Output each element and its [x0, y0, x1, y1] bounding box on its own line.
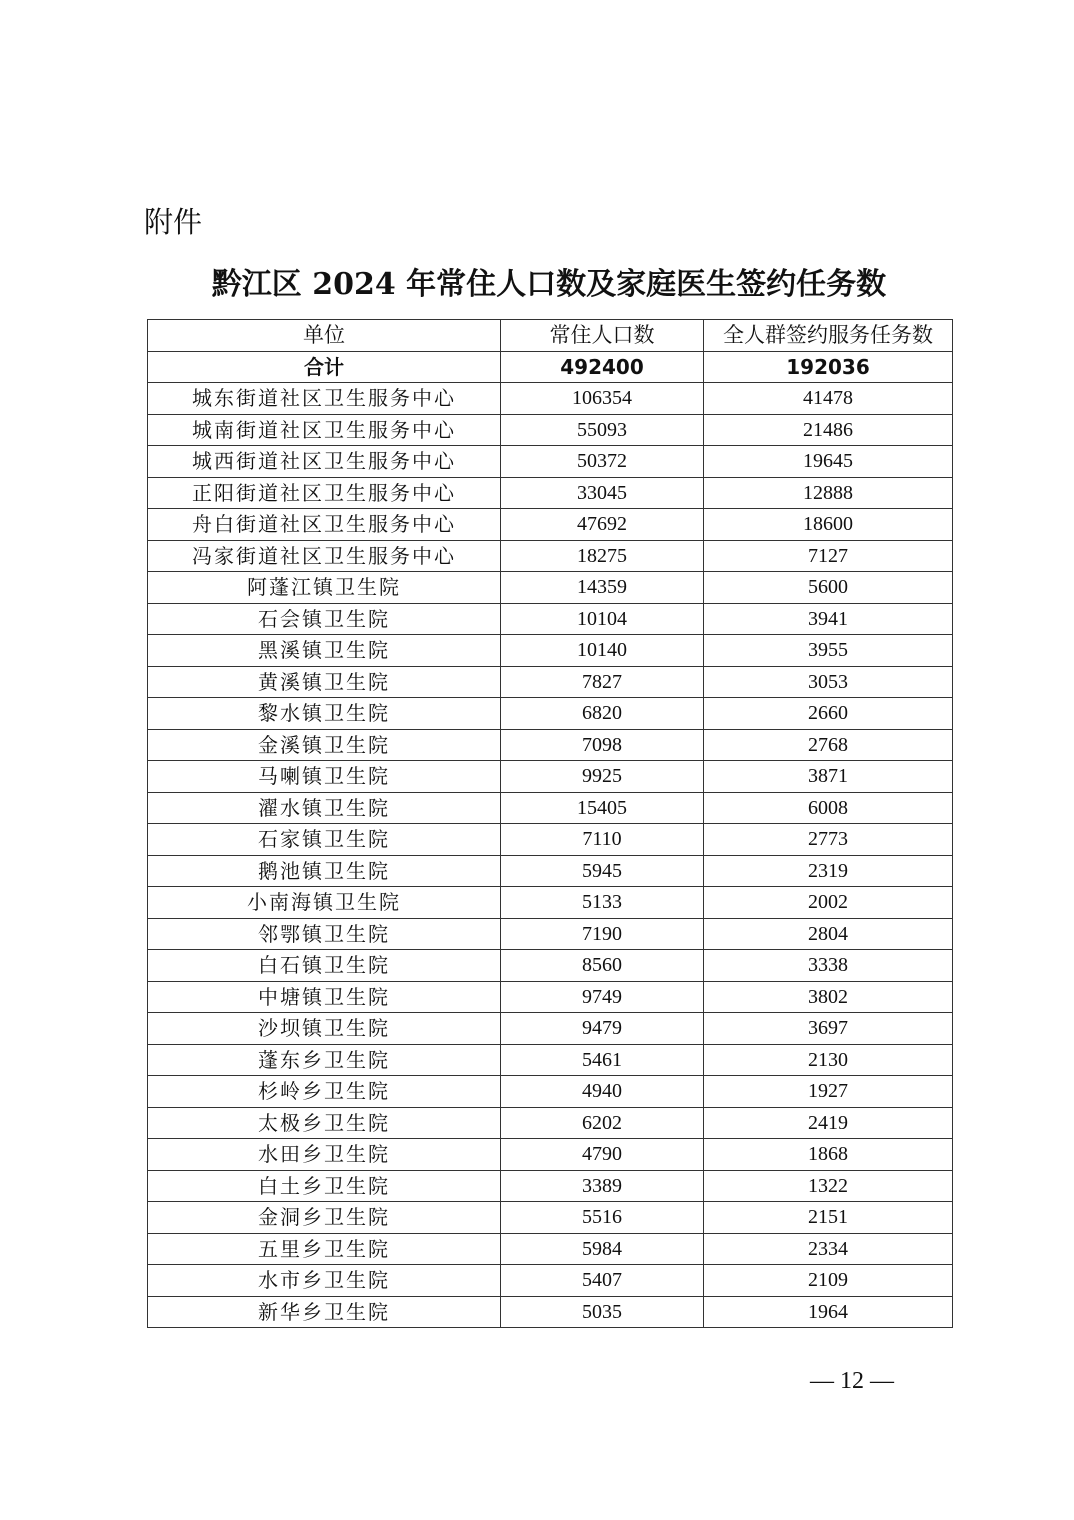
table-row: [148, 918, 953, 950]
tasks-cell: 2804: [704, 918, 953, 950]
table-row: [148, 792, 953, 824]
total-unit-cell: 合计: [148, 351, 501, 383]
table-row: [148, 1170, 953, 1202]
tasks-cell: 2109: [704, 1265, 953, 1297]
unit-cell: 邻鄂镇卫生院: [148, 918, 501, 950]
table-row: [148, 1013, 953, 1045]
unit-cell: 鹅池镇卫生院: [148, 855, 501, 887]
tasks-cell: 1927: [704, 1076, 953, 1108]
population-cell: 33045: [501, 477, 704, 509]
tasks-cell: 12888: [704, 477, 953, 509]
tasks-cell: 2419: [704, 1107, 953, 1139]
table-row: [148, 540, 953, 572]
unit-cell: 水市乡卫生院: [148, 1265, 501, 1297]
table-row: [148, 477, 953, 509]
population-cell: 10140: [501, 635, 704, 667]
tasks-cell: 3053: [704, 666, 953, 698]
population-cell: 7827: [501, 666, 704, 698]
tasks-cell: 2773: [704, 824, 953, 856]
total-tasks-cell: 192036: [704, 351, 953, 383]
unit-cell: 石会镇卫生院: [148, 603, 501, 635]
population-cell: 7110: [501, 824, 704, 856]
column-header-tasks: 全人群签约服务任务数: [704, 320, 953, 352]
population-task-table: [147, 319, 953, 1328]
tasks-cell: 2002: [704, 887, 953, 919]
tasks-cell: 3338: [704, 950, 953, 982]
population-cell: 9749: [501, 981, 704, 1013]
unit-cell: 濯水镇卫生院: [148, 792, 501, 824]
table-row: [148, 1139, 953, 1171]
tasks-cell: 3941: [704, 603, 953, 635]
unit-cell: 太极乡卫生院: [148, 1107, 501, 1139]
unit-cell: 舟白街道社区卫生服务中心: [148, 509, 501, 541]
unit-cell: 黎水镇卫生院: [148, 698, 501, 730]
tasks-cell: 2130: [704, 1044, 953, 1076]
tasks-cell: 2319: [704, 855, 953, 887]
tasks-cell: 1868: [704, 1139, 953, 1171]
population-cell: 5461: [501, 1044, 704, 1076]
table-row: [148, 572, 953, 604]
population-cell: 5035: [501, 1296, 704, 1328]
population-cell: 47692: [501, 509, 704, 541]
total-row: [148, 351, 953, 383]
table-row: [148, 414, 953, 446]
unit-cell: 城西街道社区卫生服务中心: [148, 446, 501, 478]
population-cell: 3389: [501, 1170, 704, 1202]
tasks-cell: 2660: [704, 698, 953, 730]
table-header-row: [148, 320, 953, 352]
table-row: [148, 824, 953, 856]
unit-cell: 黄溪镇卫生院: [148, 666, 501, 698]
page-number: — 12 —: [810, 1368, 894, 1394]
tasks-cell: 19645: [704, 446, 953, 478]
population-cell: 4940: [501, 1076, 704, 1108]
table-row: [148, 1107, 953, 1139]
population-cell: 50372: [501, 446, 704, 478]
population-cell: 7098: [501, 729, 704, 761]
population-cell: 14359: [501, 572, 704, 604]
table-row: [148, 1233, 953, 1265]
population-cell: 7190: [501, 918, 704, 950]
table-row: [148, 887, 953, 919]
population-cell: 6820: [501, 698, 704, 730]
tasks-cell: 1964: [704, 1296, 953, 1328]
unit-cell: 杉岭乡卫生院: [148, 1076, 501, 1108]
unit-cell: 黑溪镇卫生院: [148, 635, 501, 667]
population-cell: 9925: [501, 761, 704, 793]
tasks-cell: 3697: [704, 1013, 953, 1045]
tasks-cell: 3955: [704, 635, 953, 667]
unit-cell: 城东街道社区卫生服务中心: [148, 383, 501, 415]
tasks-cell: 2151: [704, 1202, 953, 1234]
table-body: [148, 351, 953, 1328]
population-cell: 5945: [501, 855, 704, 887]
unit-cell: 冯家街道社区卫生服务中心: [148, 540, 501, 572]
population-cell: 5984: [501, 1233, 704, 1265]
table-row: [148, 1296, 953, 1328]
table-row: [148, 1202, 953, 1234]
table-row: [148, 729, 953, 761]
table-row: [148, 666, 953, 698]
unit-cell: 蓬东乡卫生院: [148, 1044, 501, 1076]
table-row: [148, 950, 953, 982]
unit-cell: 城南街道社区卫生服务中心: [148, 414, 501, 446]
unit-cell: 石家镇卫生院: [148, 824, 501, 856]
unit-cell: 五里乡卫生院: [148, 1233, 501, 1265]
document-title: 黔江区 2024 年常住人口数及家庭医生签约任务数: [211, 267, 887, 302]
tasks-cell: 2768: [704, 729, 953, 761]
unit-cell: 沙坝镇卫生院: [148, 1013, 501, 1045]
tasks-cell: 1322: [704, 1170, 953, 1202]
column-header-unit: 单位: [148, 320, 501, 352]
tasks-cell: 2334: [704, 1233, 953, 1265]
table-row: [148, 1265, 953, 1297]
table-row: [148, 761, 953, 793]
unit-cell: 正阳街道社区卫生服务中心: [148, 477, 501, 509]
table-row: [148, 1076, 953, 1108]
table-row: [148, 509, 953, 541]
population-cell: 10104: [501, 603, 704, 635]
tasks-cell: 5600: [704, 572, 953, 604]
table-row: [148, 1044, 953, 1076]
population-cell: 15405: [501, 792, 704, 824]
unit-cell: 新华乡卫生院: [148, 1296, 501, 1328]
unit-cell: 阿蓬江镇卫生院: [148, 572, 501, 604]
table-row: [148, 855, 953, 887]
tasks-cell: 21486: [704, 414, 953, 446]
table-row: [148, 981, 953, 1013]
population-cell: 5133: [501, 887, 704, 919]
population-cell: 9479: [501, 1013, 704, 1045]
tasks-cell: 7127: [704, 540, 953, 572]
total-population-cell: 492400: [501, 351, 704, 383]
population-cell: 106354: [501, 383, 704, 415]
unit-cell: 白石镇卫生院: [148, 950, 501, 982]
population-cell: 4790: [501, 1139, 704, 1171]
table-row: [148, 383, 953, 415]
column-header-population: 常住人口数: [501, 320, 704, 352]
population-cell: 5407: [501, 1265, 704, 1297]
attachment-label: 附件: [144, 205, 203, 239]
tasks-cell: 6008: [704, 792, 953, 824]
population-cell: 18275: [501, 540, 704, 572]
unit-cell: 马喇镇卫生院: [148, 761, 501, 793]
tasks-cell: 18600: [704, 509, 953, 541]
population-cell: 5516: [501, 1202, 704, 1234]
unit-cell: 小南海镇卫生院: [148, 887, 501, 919]
tasks-cell: 41478: [704, 383, 953, 415]
table-row: [148, 446, 953, 478]
table-row: [148, 698, 953, 730]
unit-cell: 水田乡卫生院: [148, 1139, 501, 1171]
unit-cell: 金溪镇卫生院: [148, 729, 501, 761]
unit-cell: 金洞乡卫生院: [148, 1202, 501, 1234]
unit-cell: 中塘镇卫生院: [148, 981, 501, 1013]
table-row: [148, 635, 953, 667]
population-cell: 8560: [501, 950, 704, 982]
population-cell: 55093: [501, 414, 704, 446]
tasks-cell: 3802: [704, 981, 953, 1013]
unit-cell: 白土乡卫生院: [148, 1170, 501, 1202]
table-row: [148, 603, 953, 635]
population-cell: 6202: [501, 1107, 704, 1139]
tasks-cell: 3871: [704, 761, 953, 793]
